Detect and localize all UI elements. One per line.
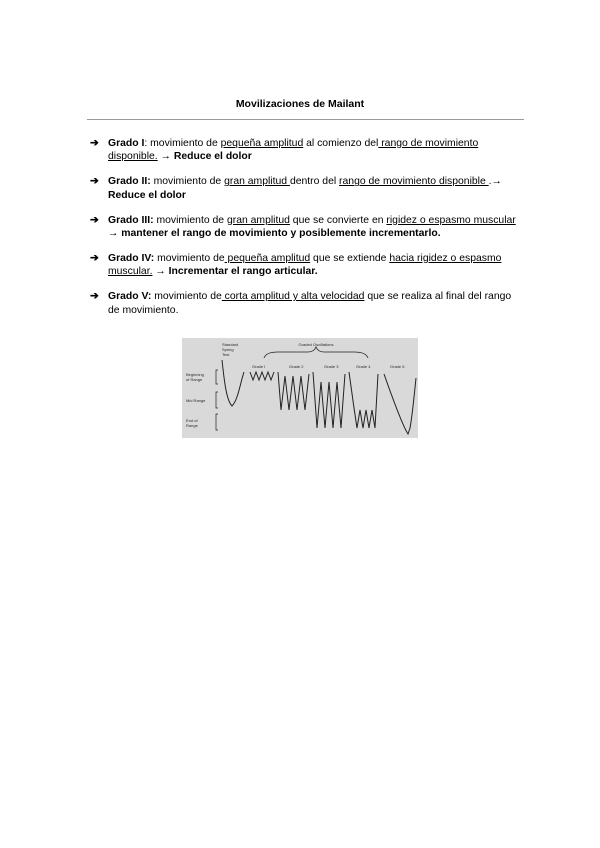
text: movimiento de: [150, 176, 225, 188]
goal-text: mantener el rango de movimiento y posiblemente incrementarlo.: [121, 228, 441, 240]
label-grade-5: Grade 5: [390, 364, 405, 369]
underlined-term: corta amplitud y alta velocidad: [221, 291, 365, 303]
label-end-2: Range: [186, 423, 198, 428]
grade-label: Grado V:: [108, 291, 152, 303]
grade-label: Grado I: [108, 138, 145, 149]
text: dentro del: [289, 176, 340, 188]
list-item-grade-5: [90, 290, 520, 317]
text: al comienzo del: [303, 138, 379, 149]
text: movimiento de: [151, 291, 222, 303]
grade-label: Grado III:: [108, 214, 154, 226]
arrow-bullet-icon: ➔: [90, 252, 99, 264]
arrow-bullet-icon: ➔: [90, 176, 99, 188]
text: movimiento de: [153, 214, 227, 226]
text: que se realiza al final del rango de movimiento.: [108, 291, 512, 316]
label-graded-oscillations: Graded Oscillations: [298, 342, 334, 347]
arrow-bullet-icon: ➔: [90, 138, 99, 149]
colon: :: [144, 138, 148, 149]
label-end-1: End of: [186, 418, 198, 423]
label-grade-1: Grade I: [252, 364, 266, 369]
label-grade-2: Grade 2: [289, 364, 304, 369]
underlined-term: pequeña amplitud: [220, 138, 304, 149]
text: →: [152, 266, 169, 278]
grades-list: [90, 137, 520, 317]
list-item-grade-1: [90, 137, 520, 164]
underlined-term: gran amplitud: [224, 176, 290, 188]
label-standard-1: Standard: [222, 342, 239, 347]
label-standard-3: Test: [222, 352, 230, 357]
oscillations-diagram: [182, 338, 418, 438]
text: que se convierte en: [289, 214, 387, 226]
grade-label: Grado IV:: [108, 252, 155, 264]
text: .→: [488, 176, 502, 188]
text: que se extiende: [310, 252, 390, 264]
text: movimiento de: [147, 138, 221, 149]
underlined-term: hacia rigidez o espasmo muscular.: [108, 252, 502, 278]
list-item-grade-4: [90, 252, 520, 279]
text: →: [108, 228, 122, 240]
list-item-grade-3: [90, 214, 520, 241]
underlined-term: rango de movimiento disponible: [339, 176, 489, 188]
grade-label: Grado II:: [108, 176, 151, 188]
label-mid-range: Mid Range: [186, 398, 206, 403]
arrow-bullet-icon: ➔: [90, 291, 99, 303]
text: movimiento de: [154, 252, 225, 264]
title-divider: [87, 119, 524, 120]
underlined-term: rigidez o espasmo muscular: [386, 214, 516, 226]
goal-text: Reduce el dolor: [108, 189, 186, 201]
label-grade-3: Grade 3: [324, 364, 339, 369]
arrow-bullet-icon: ➔: [90, 214, 99, 226]
list-item-grade-2: [90, 175, 520, 202]
label-grade-4: Grade 4: [356, 364, 371, 369]
graded-oscillations-figure: [182, 338, 418, 438]
text: →: [157, 151, 174, 163]
label-beginning-1: Beginning: [186, 372, 204, 377]
label-standard-2: Spring: [222, 347, 234, 352]
goal-text: Reduce el dolor: [173, 151, 252, 163]
underlined-term: rango de movimiento disponible.: [108, 138, 479, 163]
underlined-term: pequeña amplitud: [224, 252, 311, 264]
label-beginning-2: of Range: [186, 377, 203, 382]
goal-text: Incrementar el rango articular.: [168, 266, 318, 278]
underlined-term: gran amplitud: [226, 214, 290, 226]
page-title: Movilizaciones de Mailant: [235, 98, 365, 110]
